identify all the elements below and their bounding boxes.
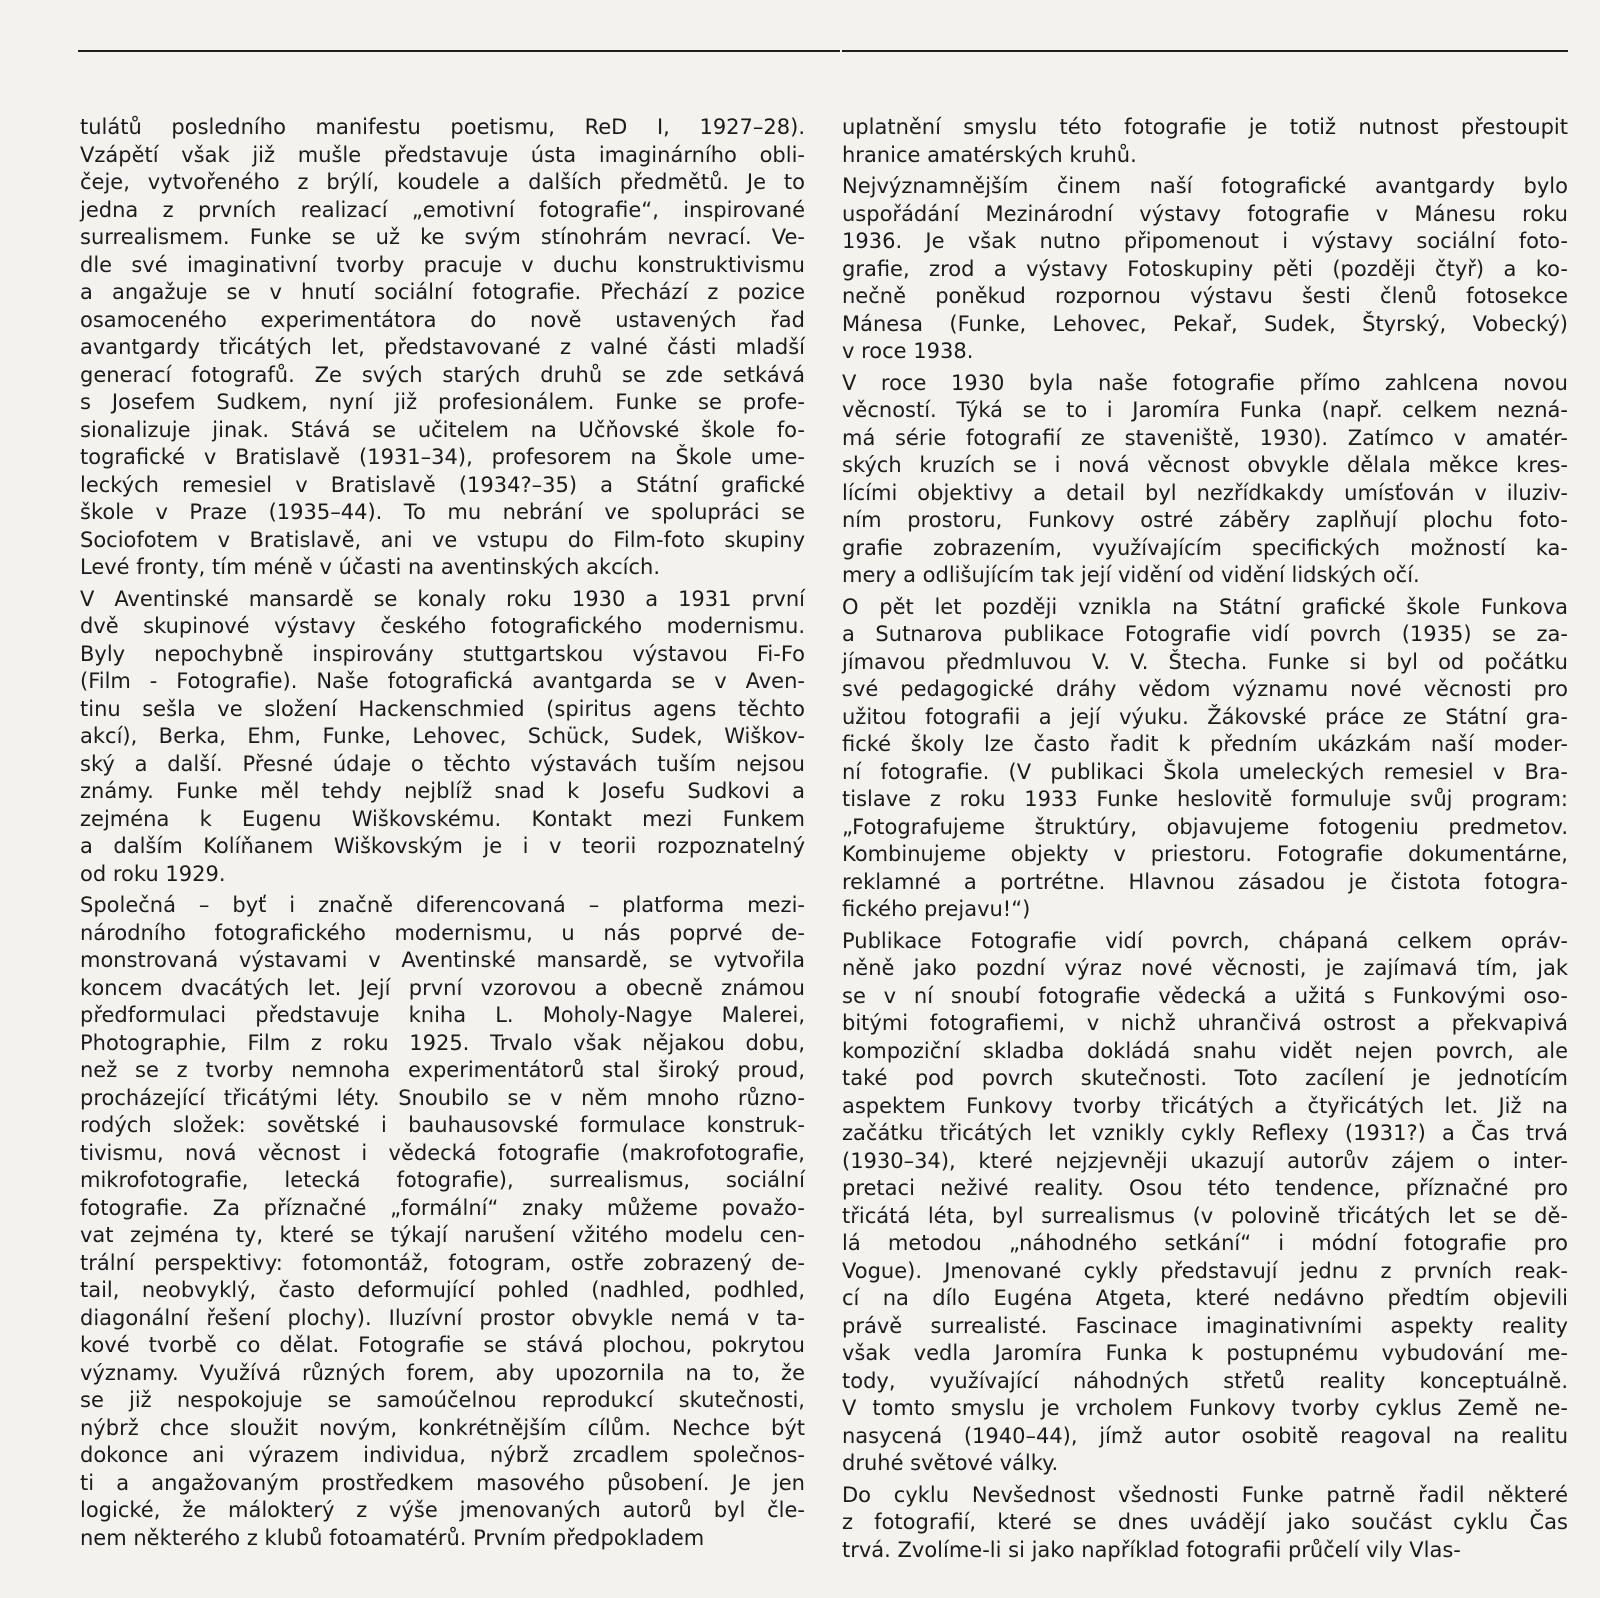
text-line: se již nespokojuje se samoúčelnou reprodukcí skutečnosti, (80, 1388, 805, 1412)
text-line: 1936. Je však nutno připomenout i výstavy sociální foto- (842, 229, 1568, 253)
text-line: pretaci neživé reality. Osou této tendence, příznačné pro (842, 1176, 1568, 1200)
paragraph (842, 928, 1568, 1478)
text-line: nem některého z klubů fotoamatérů. Prvním předpokladem (80, 1525, 705, 1550)
text-line: mery a odlišujícím tak její vidění od vidění lidských očí. (842, 563, 1420, 587)
text-line: fotografie. Za příznačné „formální“ znaky můžeme považo- (80, 1195, 805, 1220)
text-line: kové tvorbě co dělat. Fotografie se stává plochou, pokrytou (80, 1333, 805, 1357)
text-line: nečně poněkud rozpornou výstavu šesti členů fotosekce (842, 284, 1568, 308)
text-line: dle své imaginativní tvorby pracuje v duchu konstruktivismu (80, 252, 805, 277)
top-rule-right (842, 50, 1568, 52)
right-column (842, 114, 1568, 1564)
text-line: užitou fotografii a její výuku. Žákovské práce ze Státní gra- (842, 704, 1568, 729)
text-line: V Aventinské mansardě se konaly roku 1930 a 1931 první (80, 586, 805, 611)
text-line: vat zejména ty, které se týkají narušení vžitého modelu cen- (80, 1223, 805, 1247)
text-line: Publikace Fotografie vidí povrch, chápaná celkem opráv- (842, 928, 1568, 953)
text-line: „Fotografujeme štruktúry, objavujeme fotogeniu predmetov. (842, 814, 1568, 839)
text-line: bitými fotografiemi, v nichž uhrančivá ostrost a překvapivá (842, 1011, 1568, 1035)
text-line: z fotografií, které se dnes uvádějí jako součást cyklu Čas (842, 1510, 1568, 1534)
text-line: Mánesa (Funke, Lehovec, Pekař, Sudek, Štyrský, Vobecký) (842, 311, 1568, 336)
text-line: tail, neobvyklý, často deformující pohled (nadhled, podhled, (80, 1278, 805, 1302)
text-line: tislave z roku 1933 Funke heslovitě formuluje svůj program: (842, 787, 1568, 811)
text-line: Byly nepochybně inspirovány stuttgartskou výstavou Fi-Fo (80, 641, 805, 666)
text-line: své pedagogické dráhy vědom významu nové věcnosti pro (842, 677, 1568, 701)
text-line: uspořádání Mezinárodní výstavy fotografie v Mánesu roku (842, 201, 1568, 226)
text-line: tulátů posledního manifestu poetismu, ReD I, 1927–28). (80, 115, 805, 139)
text-line: s Josefem Sudkem, nyní již profesionálem. Funke se profe- (80, 390, 805, 414)
text-line: tografické v Bratislavě (1931–34), profesorem na Škole ume- (80, 445, 805, 469)
text-line: jedna z prvních realizací „emotivní fotografie“, inspirované (80, 197, 805, 222)
text-line: aspektem Funkovy tvorby třicátých a čtyřicátých let. Již na (842, 1093, 1568, 1118)
paragraph (842, 114, 1568, 169)
text-line: také pod povrch skutečnosti. Toto zacílení je jednotícím (842, 1066, 1568, 1090)
text-line: trální perspektivy: fotomontáž, fotogram, ostře zobrazený de- (80, 1250, 805, 1275)
text-line: než se z tvorby nemnoha experimentátorů stal široký proud, (80, 1058, 805, 1082)
text-line: lícími objektivy a detail byl nezřídkakdy umísťován v iluziv- (842, 480, 1568, 505)
text-line: rodých složek: sovětské i bauhausovské formulace konstruk- (80, 1113, 805, 1137)
text-line: druhé světové války. (842, 1451, 1059, 1475)
text-line: avantgardy třicátých let, představované z valné části mladší (80, 335, 805, 359)
text-line: sionalizuje jinak. Stává se učitelem na Učňovské škole fo- (80, 417, 805, 442)
text-line: jímavou předmluvou V. V. Štecha. Funke si byl od počátku (842, 649, 1568, 674)
text-line: dvě skupinové výstavy českého fotografického modernismu. (80, 614, 805, 638)
text-line: fické školy lze často řadit k předním ukázkám naší moder- (842, 732, 1568, 756)
text-line: nasycená (1940–44), jímž autor osobitě reagoval na realitu (842, 1423, 1568, 1448)
text-line: grafie, zrod a výstavy Fotoskupiny pěti (později čtyř) a ko- (842, 256, 1568, 281)
paragraph (842, 370, 1568, 590)
text-line: dokonce ani výrazem individua, nýbrž zrcadlem společnos- (80, 1443, 805, 1467)
text-line: a dalším Kolíňanem Wiškovským je i v teorii rozpoznatelný (80, 834, 805, 858)
text-line: Vzápětí však již mušle představuje ústa imaginárního obli- (80, 142, 805, 167)
text-line: Společná – byť i značně diferencovaná – platforma mezi- (80, 893, 805, 917)
text-line: fického prejavu!“) (842, 897, 1031, 921)
text-line: zejména k Eugenu Wiškovskému. Kontakt mezi Funkem (80, 806, 805, 831)
text-line: třicátá léta, byl surrealismus (v polovině třicátých let se dě- (842, 1203, 1568, 1228)
paragraph (80, 586, 805, 889)
text-line: osamoceného experimentátora do nově ustavených řad (80, 307, 805, 332)
text-line: mikrofotografie, letecká fotografie), surrealismus, sociální (80, 1168, 805, 1192)
text-line: Vogue). Jmenované cykly představují jednu z prvních reak- (842, 1258, 1568, 1283)
text-line: (Film - Fotografie). Naše fotografická avantgarda se v Aven- (80, 669, 805, 693)
text-line: akcí), Berka, Ehm, Funke, Lehovec, Schück, Sudek, Wiškov- (80, 724, 805, 748)
text-line: surrealismem. Funke se už ke svým stínohrám nevrací. Ve- (80, 225, 805, 249)
paragraph (80, 114, 805, 582)
text-line: a angažuje se v hnutí sociální fotografie. Přechází z pozice (80, 280, 805, 304)
text-line: ský a další. Přesné údaje o těchto výstavách tuším nejsou (80, 751, 805, 776)
text-line: ských kruzích se i nová věcnost obvykle dělala měkce kres- (842, 453, 1568, 477)
paragraph (842, 594, 1568, 924)
text-line: logické, že málokterý z výše jmenovaných autorů byl čle- (80, 1498, 805, 1522)
text-line: národního fotografického modernismu, u nás poprvé de- (80, 920, 805, 945)
text-line: nýbrž chce sloužit novým, konkrétnějším cílům. Nechce být (80, 1415, 805, 1440)
text-line: cí na dílo Eugéna Atgeta, které nedávno předtím objevili (842, 1286, 1568, 1310)
text-line: věcností. Týká se to i Jaromíra Funka (např. celkem nezná- (842, 398, 1568, 422)
paragraph (842, 1482, 1568, 1565)
text-line: však vedla Jaromíra Funka k postupnému vybudování me- (842, 1341, 1568, 1365)
text-line: Kombinujeme objekty v priestoru. Fotografie dokumentárne, (842, 842, 1568, 866)
text-line: se v ní snoubí fotografie vědecká a užitá s Funkovými oso- (842, 983, 1568, 1008)
text-line: V roce 1930 byla naše fotografie přímo zahlcena novou (842, 370, 1568, 395)
text-line: Nejvýznamnějším činem naší fotografické avantgardy bylo (842, 174, 1568, 198)
text-line: V tomto smyslu je vrcholem Funkovy tvorby cyklus Země ne- (842, 1396, 1568, 1420)
text-line: leckých remesiel v Bratislavě (1934?–35) a Státní grafické (80, 472, 805, 497)
text-line: (1930–34), které nejzjevněji ukazují autorův zájem o inter- (842, 1148, 1568, 1173)
paragraph (80, 892, 805, 1552)
text-line: škole v Praze (1935–44). To mu nebrání ve spolupráci se (80, 500, 805, 524)
text-line: od roku 1929. (80, 861, 226, 886)
text-line: uplatnění smyslu této fotografie je totiž nutnost přestoupit (842, 115, 1568, 139)
text-line: reklamné a portrétne. Hlavnou zásadou je čistota fotogra- (842, 869, 1568, 894)
text-line: a Sutnarova publikace Fotografie vidí povrch (1935) se za- (842, 622, 1568, 646)
text-line: trvá. Zvolíme-li si jako například fotografii průčelí vily Vlas- (842, 1537, 1461, 1562)
text-line: známy. Funke měl tehdy nejblíž snad k Josefu Sudkovi a (80, 779, 805, 803)
text-line: tivismu, nová věcnost i vědecká fotografie (makrofotografie, (80, 1140, 805, 1165)
text-line: právě surrealisté. Fascinace imaginativními aspekty reality (842, 1313, 1568, 1338)
text-line: monstrovaná výstavami v Aventinské mansardě, se vytvořila (80, 948, 805, 972)
text-line: v roce 1938. (842, 339, 974, 363)
text-line: ní fotografie. (V publikaci Škola umeleckých remesiel v Bra- (842, 759, 1568, 784)
text-line: čeje, vytvořeného z brýlí, koudele a dalších předmětů. Je to (80, 170, 805, 194)
text-line: předformulaci představuje kniha L. Moholy-Nagye Malerei, (80, 1003, 805, 1027)
text-line: začátku třicátých let vznikly cykly Reflexy (1931?) a Čas trvá (842, 1121, 1568, 1145)
text-line: lá metodou „náhodného setkání“ i módní fotografie pro (842, 1231, 1568, 1255)
text-line: procházející třicátými léty. Snoubilo se v něm mnoho různo- (80, 1085, 805, 1110)
text-line: má série fotografií ze staveniště, 1930). Zatímco v amatér- (842, 425, 1568, 450)
text-line: Do cyklu Nevšednost všednosti Funke patrně řadil některé (842, 1482, 1568, 1507)
text-line: významy. Využívá různých forem, aby upozornila na to, že (80, 1360, 805, 1385)
text-line: kompoziční skladba dokládá snahu vidět nejen povrch, ale (842, 1038, 1568, 1063)
paragraph (842, 173, 1568, 366)
text-line: diagonální řešení plochy). Iluzívní prostor obvykle nemá v ta- (80, 1305, 805, 1330)
text-line: generací fotografů. Ze svých starých druhů se zde setkává (80, 362, 805, 387)
text-line: tinu sešla ve složení Hackenschmied (spiritus agens těchto (80, 696, 805, 721)
text-line: grafie zobrazením, využívajícím specifických možností ka- (842, 535, 1568, 560)
text-line: O pět let později vznikla na Státní grafické škole Funkova (842, 594, 1568, 619)
text-line: hranice amatérských kruhů. (842, 142, 1137, 167)
text-line: Photographie, Film z roku 1925. Trvalo však nějakou dobu, (80, 1030, 805, 1055)
text-line: Levé fronty, tím méně v účasti na aventinských akcích. (80, 555, 661, 579)
text-line: koncem dvacátých let. Její první vzorovou a obecně známou (80, 975, 805, 1000)
text-line: ti a angažovaným prostředkem masového působení. Je jen (80, 1470, 805, 1495)
text-line: ním prostoru, Funkovy ostré záběry zaplňují plochu foto- (842, 508, 1568, 532)
top-rule-left (78, 50, 840, 52)
text-line: něně jako pozdní výraz nové věcnosti, je zajímavá tím, jak (842, 956, 1568, 980)
text-line: tody, využívající náhodných střetů reality konceptuálně. (842, 1368, 1568, 1393)
text-line: Sociofotem v Bratislavě, ani ve vstupu do Film-foto skupiny (80, 527, 805, 552)
left-column (80, 114, 805, 1552)
